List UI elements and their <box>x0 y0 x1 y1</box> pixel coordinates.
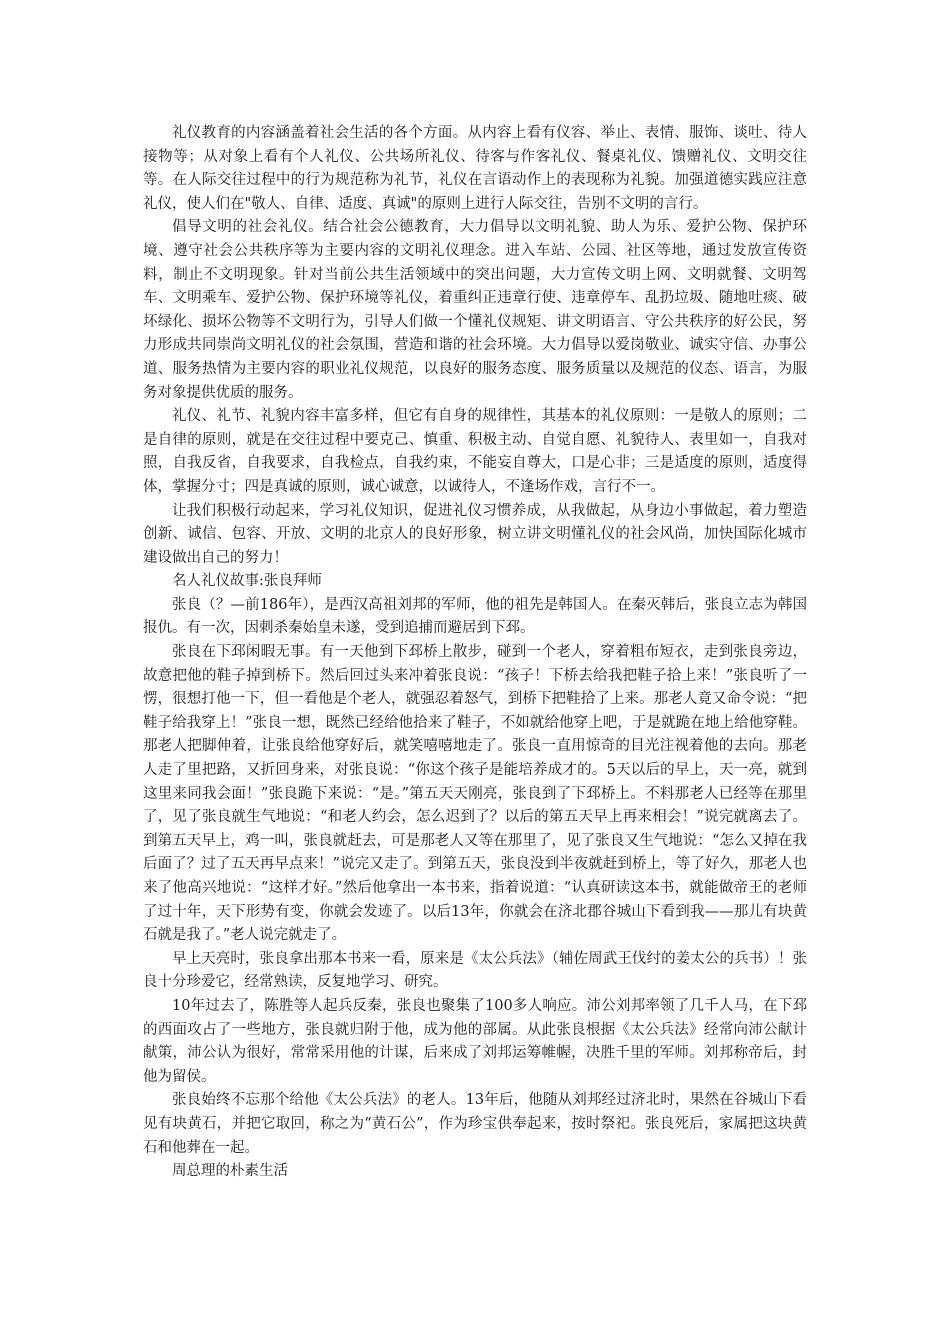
paragraph-etiquette-education: 礼仪教育的内容涵盖着社会生活的各个方面。从内容上看有仪容、举止、表情、服饰、谈吐、待人接物等；从对象上看有个人礼仪、公共场所礼仪、待客与作客礼仪、餐桌礼仪、馈赠礼仪、文明交往等。在人际交往过程中的行为规范称为礼节，礼仪在言语动作上的表现称为礼貌。加强道德实践应注意礼仪，使人们在"敬人、自律、适度、真诚"的原则上进行人际交往，告别不文明的言行。 <box>143 125 807 212</box>
document-body <box>143 122 807 1184</box>
section-heading-zhang-liang: 名人礼仪故事:张良拜师 <box>172 573 322 590</box>
paragraph-art-of-war-book: 早上天亮时，张良拿出那本书来一看，原来是《太公兵法》（辅佐周武王伐纣的姜太公的兵书）！张良十分珍爱它，经常熟读，反复地学习、研究。 <box>143 950 807 991</box>
section-heading-zhou-enlai: 周总理的朴素生活 <box>172 1163 288 1180</box>
paragraph-zhang-liang-bridge-story: 张良在下邳闲暇无事。有一天他到下邳桥上散步，碰到一个老人，穿着粗布短衣，走到张良旁边，故意把他的鞋子掉到桥下。然后回过头来冲着张良说：“孩子！下桥去给我把鞋子拾上来！”张良听了一愣，很想打他一下，但一看他是个老人，就强忍着怒气，到桥下把鞋拾了上来。那老人竟又命令说：“把鞋子给我穿上！”张良一想，既然已经给他拾来了鞋子，不如就给他穿上吧，于是就跪在地上给他穿鞋。那老人把脚伸着，让张良给他穿好后，就笑嘻嘻地走了。张良一直用惊奇的目光注视着他的去向。那老人走了里把路，又折回身来，对张良说：“你这个孩子是能培养成才的。5天以后的早上，天一亮，就到这里来同我会面！”张良跪下来说：“是。”第五天天刚亮，张良到了下邳桥上。不料那老人已经等在那里了，见了张良就生气地说：“和老人约会，怎么迟到了？以后的第五天早上再来相会！”说完就离去了。到第五天早上，鸡一叫，张良就赶去，可是那老人又等在那里了，见了张良又生气地说：“怎么又掉在我后面了？过了五天再早点来！”说完又走了。到第五天，张良没到半夜就赶到桥上，等了好久，那老人也来了他高兴地说：“这样才好。”然后他拿出一本书来，指着说道：“认真研读这本书，就能做帝王的老师了过十年，天下形势有变，你就会发迹了。以后13年，你就会在济北郡谷城山下看到我——那儿有块黄石就是我了。”老人说完就走了。 <box>143 644 807 944</box>
paragraph-call-to-action: 让我们积极行动起来，学习礼仪知识，促进礼仪习惯养成，从我做起，从身边小事做起，着力塑造创新、诚信、包容、开放、文明的北京人的良好形象，树立讲文明懂礼仪的社会风尚，加快国际化城市建设做出自己的努力！ <box>143 502 807 566</box>
paragraph-joins-liu-bang: 10年过去了，陈胜等人起兵反秦，张良也聚集了100多人响应。沛公刘邦率领了几千人马，在下邳的西面攻占了一些地方，张良就归附于他，成为他的部属。从此张良根据《太公兵法》经常向沛公献计献策，沛公认为很好，常常采用他的计谋，后来成了刘邦运筹帷幄，决胜千里的军师。刘邦称帝后，封他为留侯。 <box>143 997 807 1085</box>
paragraph-civilized-social-etiquette: 倡导文明的社会礼仪。结合社会公德教育，大力倡导以文明礼貌、助人为乐、爱护公物、保护环境、遵守社会公共秩序等为主要内容的文明礼仪理念。进入车站、公园、社区等地，通过发放宣传资料，制止不文明现象。针对当前公共生活领域中的突出问题，大力宣传文明上网、文明就餐、文明驾车、文明乘车、爱护公物、保护环境等礼仪，着重纠正违章行使、违章停车、乱扔垃圾、随地吐痰、破坏绿化、损坏公物等不文明行为，引导人们做一个懂礼仪规矩、讲文明语言、守公共秩序的好公民，努力形成共同崇尚文明礼仪的社会氛围，营造和谐的社会环境。大力倡导以爱岗敬业、诚实守信、办事公道、服务热情为主要内容的职业礼仪规范，以良好的服务态度、服务质量以及规范的仪态、语言，为服务对象提供优质的服务。 <box>143 219 807 401</box>
paragraph-etiquette-principles: 礼仪、礼节、礼貌内容丰富多样，但它有自身的规律性，其基本的礼仪原则：一是敬人的原则；二是自律的原则，就是在交往过程中要克己、慎重、积极主动、自觉自愿、礼貌待人、表里如一，自我对照，自我反省，自我要求，自我检点，自我约束，不能妄自尊大，口是心非；三是适度的原则，适度得体，掌握分寸；四是真诚的原则，诚心诚意，以诚待人，不逢场作戏，言行不一。 <box>143 408 807 495</box>
paragraph-zhang-liang-intro: 张良（？—前186年），是西汉高祖刘邦的军师，他的祖先是韩国人。在秦灭韩后，张良立志为韩国报仇。有一次，因刺杀秦始皇未遂，受到追捕而避居到下邳。 <box>143 596 807 637</box>
paragraph-yellow-stone: 张良始终不忘那个给他《太公兵法》的老人。13年后，他随从刘邦经过济北时，果然在谷城山下看见有块黄石，并把它取回，称之为“黄石公”，作为珍宝供奉起来，按时祭祀。张良死后，家属把这块黄石和他葬在一起。 <box>143 1092 807 1156</box>
